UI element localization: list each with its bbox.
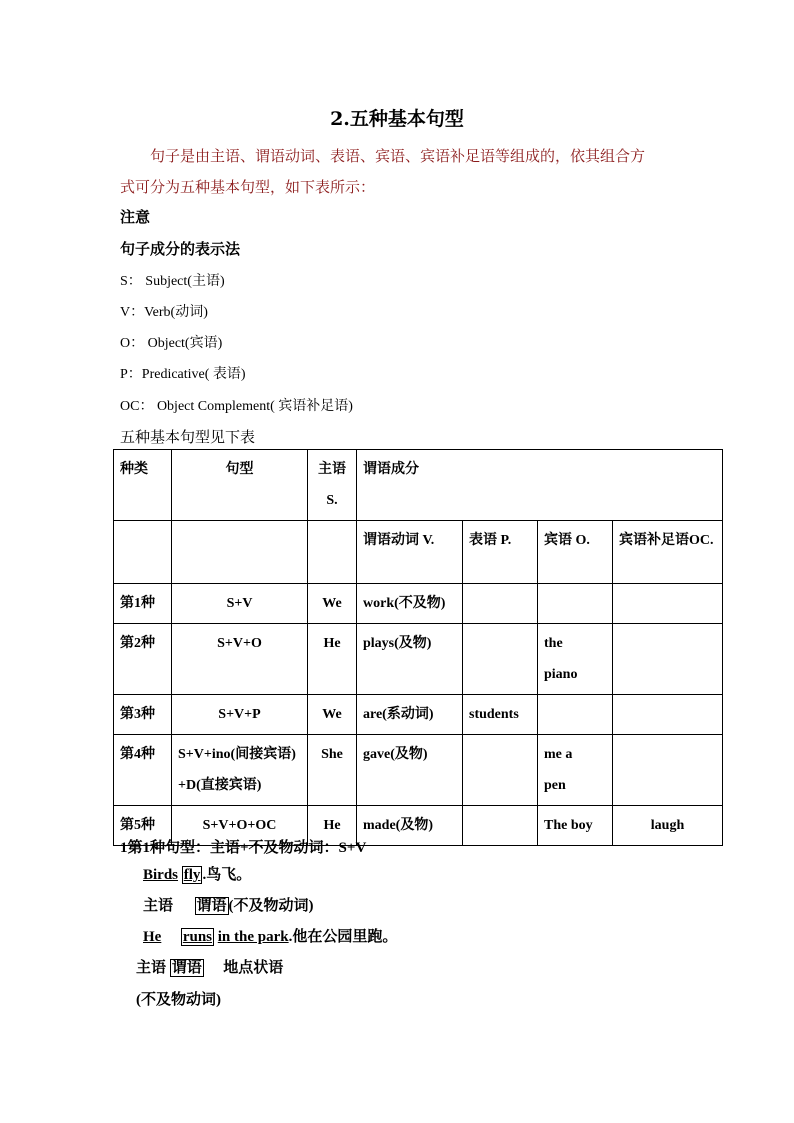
cell-object-complement: [613, 695, 723, 735]
pattern1-example-2-note: (不及物动词): [136, 992, 221, 1008]
cell-predicative: [463, 806, 538, 846]
table-caption: 五种基本句型见下表: [120, 430, 256, 446]
intro-line-1: 句子是由主语、谓语动词、表语、宾语、宾语补足语等组成的，依其组合方: [150, 147, 646, 165]
cell-verb: plays(及物): [357, 624, 463, 695]
label-subject: 主语: [143, 898, 174, 914]
cell-object: The boy: [538, 806, 613, 846]
cell-kind: 第2种: [114, 624, 172, 695]
subheader-predicative: 表语 P.: [463, 521, 538, 584]
subheader-empty: [172, 521, 308, 584]
cell-verb: gave(及物): [357, 735, 463, 806]
cell-object: [538, 695, 613, 735]
cell-predicative: [463, 584, 538, 624]
cell-object-complement: [613, 735, 723, 806]
pattern1-example-2: [143, 925, 397, 946]
page-title: 2.五种基本句型: [330, 108, 464, 130]
header-predicate: 谓语成分: [357, 450, 723, 521]
cell-predicative: students: [463, 695, 538, 735]
component-verb: V：Verb(动词): [120, 305, 208, 320]
subheader-verb: 谓语动词 V.: [357, 521, 463, 584]
cell-subject: He: [308, 806, 357, 846]
component-object-complement: OC： Object Complement( 宾语补足语): [120, 399, 353, 414]
header-kind: 种类: [114, 450, 172, 521]
sentence-pattern-table: [113, 449, 723, 846]
example1-verb: fly: [183, 867, 201, 883]
section-heading: 句子成分的表示法: [120, 240, 241, 258]
pattern1-example-2-labels: [136, 956, 283, 977]
label-adverbial: 地点状语: [223, 960, 284, 976]
cell-object: the piano: [538, 624, 613, 695]
table-row: [114, 735, 723, 806]
cell-subject: He: [308, 624, 357, 695]
pattern1-example-1-labels: [143, 894, 314, 915]
cell-subject: She: [308, 735, 357, 806]
cell-object: me a pen: [538, 735, 613, 806]
label-predicate: 谓语: [171, 960, 202, 976]
subheader-object: 宾语 O.: [538, 521, 613, 584]
cell-object: [538, 584, 613, 624]
cell-object-complement: [613, 584, 723, 624]
table-subheader-row: [114, 521, 723, 584]
component-subject: S： Subject(主语): [120, 274, 225, 289]
component-object: O： Object(宾语): [120, 336, 223, 351]
example1-subject: Birds: [143, 867, 179, 883]
subheader-object-complement: 宾语补足语OC.: [613, 521, 723, 584]
cell-kind: 第4种: [114, 735, 172, 806]
header-subject: 主语S.: [308, 450, 357, 521]
table-row: [114, 624, 723, 695]
example2-verb: runs: [182, 929, 213, 945]
cell-pattern: S+V+O+OC: [172, 806, 308, 846]
pattern1-example-1: [143, 863, 251, 884]
cell-pattern: S+V+O: [172, 624, 308, 695]
cell-predicative: [463, 735, 538, 806]
cell-verb: made(及物): [357, 806, 463, 846]
label-predicate: 谓语: [196, 898, 227, 914]
intro-line-2: 式可分为五种基本句型，如下表所示：: [120, 178, 376, 196]
example1-translation: .鸟飞。: [202, 867, 252, 883]
cell-verb: are(系动词): [357, 695, 463, 735]
table-header-row: [114, 450, 723, 521]
example2-adverbial: in the park: [217, 929, 289, 945]
header-pattern: 句型: [172, 450, 308, 521]
component-predicative: P：Predicative( 表语): [120, 367, 246, 382]
label-subject: 主语: [136, 960, 167, 976]
cell-kind: 第3种: [114, 695, 172, 735]
cell-pattern: S+V+P: [172, 695, 308, 735]
example2-translation: .他在公园里跑。: [288, 929, 398, 945]
example2-subject: He: [143, 929, 162, 945]
cell-kind: 第5种: [114, 806, 172, 846]
cell-object-complement: laugh: [613, 806, 723, 846]
cell-verb: work(不及物): [357, 584, 463, 624]
table-row: [114, 695, 723, 735]
table-row: [114, 584, 723, 624]
subheader-empty: [114, 521, 172, 584]
pattern1-heading: 1第1种句型：主语+不及物动词：S+V: [120, 840, 367, 856]
label-note: (不及物动词): [228, 898, 314, 914]
subheader-empty: [308, 521, 357, 584]
cell-object-complement: [613, 624, 723, 695]
cell-kind: 第1种: [114, 584, 172, 624]
cell-pattern: S+V+ino(间接宾语)+D(直接宾语): [172, 735, 308, 806]
cell-subject: We: [308, 584, 357, 624]
cell-subject: We: [308, 695, 357, 735]
cell-pattern: S+V: [172, 584, 308, 624]
cell-predicative: [463, 624, 538, 695]
note-label: 注意: [120, 208, 151, 226]
